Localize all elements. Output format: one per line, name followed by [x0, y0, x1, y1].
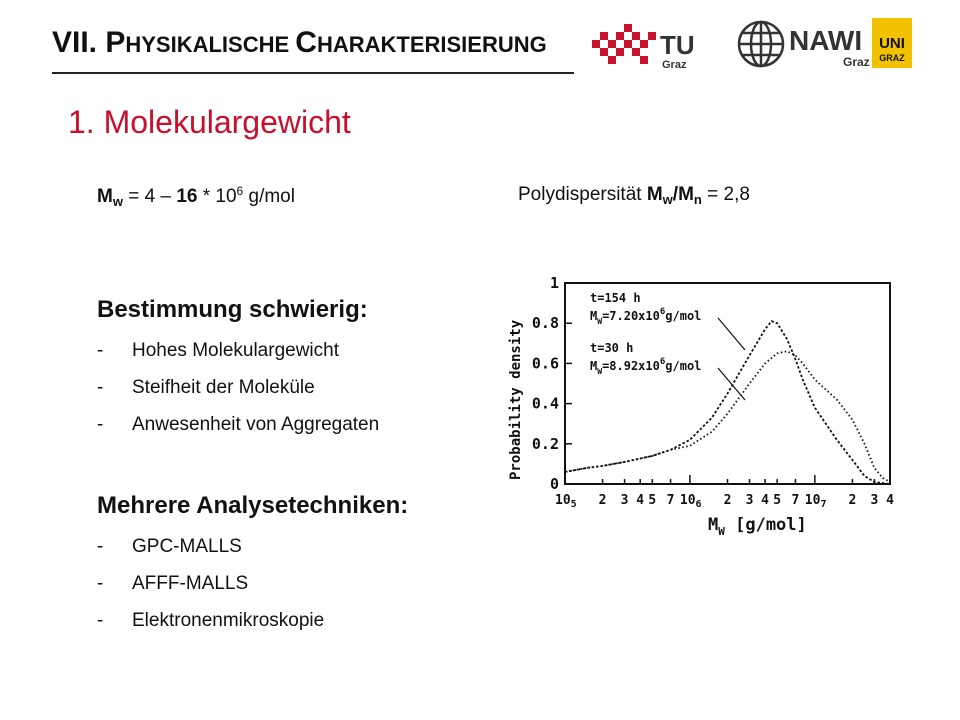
formula-symbol: M: [97, 186, 113, 207]
x-tick-label: 5: [648, 493, 657, 508]
annotation-line: t=30 h: [590, 341, 634, 355]
list-dash: -: [97, 340, 104, 361]
formula-symbol: /: [672, 184, 679, 205]
list-item-text: Anwesenheit von Aggregaten: [132, 414, 380, 435]
tu-graz-logo: [590, 22, 710, 72]
y-tick-label: 0.6: [531, 354, 559, 373]
list-item: [97, 414, 379, 451]
nawi-graz-logo: [735, 16, 875, 72]
formula-text: * 10: [197, 186, 237, 207]
y-axis-label: Probability density: [508, 319, 524, 480]
x-tick-label: 5: [773, 493, 782, 508]
annotation-line: [590, 307, 701, 326]
tu-logo-subtext: Graz: [662, 59, 687, 71]
nawi-logo-text: NAWI: [789, 25, 863, 56]
x-tick-label: $10_7$: [804, 493, 827, 510]
y-tick-label: 0.4: [531, 394, 559, 413]
list-item: [97, 340, 379, 377]
header-title: [52, 26, 547, 60]
svg-text:MW [g/mol]: [708, 515, 807, 538]
list-dash: -: [97, 536, 104, 557]
formula-label: Polydispersität: [518, 184, 647, 205]
globe-icon: [739, 22, 783, 66]
y-tick-label: 0.2: [531, 434, 559, 453]
annotation-part: =7.20x10: [602, 309, 660, 323]
difficulty-list: [97, 340, 379, 451]
annotation-leader-t30: [718, 368, 745, 400]
annotation-t30: [590, 341, 701, 376]
formula-subscript: w: [662, 192, 673, 207]
list-dash: -: [97, 377, 104, 398]
section-title: 1. Molekulargewicht: [68, 104, 351, 140]
list-dash: -: [97, 414, 104, 435]
x-tick-label: 3: [745, 493, 754, 508]
tu-graz-pixel-mark: [592, 24, 656, 64]
header-title-part: HYSIKALISCHE: [125, 32, 296, 57]
molecular-weight-distribution-chart: [490, 268, 910, 558]
annotation-leader-t154: [718, 318, 745, 350]
formula-subscript: n: [693, 192, 702, 207]
header-title-part: C: [295, 26, 317, 59]
x-tick-label: 3: [620, 493, 629, 508]
annotation-part: W: [597, 367, 603, 376]
annotation-line: [590, 357, 701, 376]
header-title-part: VII. P: [52, 26, 126, 59]
header-rule: [52, 72, 574, 74]
x-tick-label: 4: [886, 493, 894, 508]
y-tick-label: 0: [549, 475, 559, 493]
techniques-heading: Mehrere Analysetechniken:: [97, 492, 409, 519]
annotation-part: g/mol: [665, 309, 702, 323]
x-tick-label: 7: [791, 493, 800, 508]
x-tick-label: 2: [848, 493, 857, 508]
list-item-text: Steifheit der Moleküle: [132, 377, 315, 398]
molecular-weight-formula: [97, 184, 295, 209]
x-axis-label-unit: [g/mol]: [724, 515, 807, 535]
annotation-part: M: [590, 309, 598, 323]
formula-unit: g/mol: [243, 186, 295, 207]
annotation-line: t=154 h: [590, 291, 641, 305]
x-tick-label: 7: [666, 493, 675, 508]
formula-symbol: M: [646, 184, 663, 205]
x-axis-label-symbol: M: [708, 515, 719, 535]
x-tick-label: 2: [598, 493, 607, 508]
annotation-part: W: [597, 317, 603, 326]
annotation-part: M: [590, 359, 598, 373]
list-item: [97, 377, 379, 414]
list-dash: -: [97, 610, 104, 631]
x-axis-label-subscript: W: [718, 525, 725, 538]
list-item-text: Hohes Molekulargewicht: [132, 340, 339, 361]
list-item: [97, 536, 324, 573]
polydispersity-formula: [518, 184, 750, 207]
list-dash: -: [97, 573, 104, 594]
annotation-part: =8.92x10: [602, 359, 660, 373]
list-item-text: AFFF-MALLS: [132, 573, 249, 594]
x-axis-ticks: [555, 475, 894, 510]
list-item: [97, 573, 324, 610]
uni-graz-logo: [872, 18, 912, 68]
header-title-part: HARAKTERISIERUNG: [316, 32, 547, 57]
x-tick-label: $10_6$: [679, 493, 702, 510]
list-item-text: Elektronenmikroskopie: [132, 610, 325, 631]
techniques-list: [97, 536, 324, 647]
list-item: [97, 610, 324, 647]
annotation-part: g/mol: [665, 359, 702, 373]
formula-bold-number: 16: [176, 186, 198, 207]
x-tick-label: 3: [870, 493, 879, 508]
uni-logo-subtext: GRAZ: [879, 53, 905, 63]
tu-logo-text: TU: [660, 30, 695, 60]
annotation-part: 6: [659, 357, 666, 367]
x-tick-label: 2: [723, 493, 732, 508]
y-tick-label: 0.8: [531, 314, 559, 333]
x-tick-label: 4: [761, 493, 770, 508]
x-tick-label: $10_5$: [555, 493, 577, 510]
formula-symbol: M: [678, 184, 694, 205]
y-tick-label: 1: [549, 274, 559, 292]
formula-text: = 4 –: [122, 186, 177, 207]
annotation-part: 6: [659, 307, 666, 317]
annotation-t154: [590, 291, 701, 326]
uni-logo-text: UNI: [879, 35, 905, 52]
formula-exponent: 6: [236, 184, 244, 198]
x-tick-label: 4: [636, 493, 645, 508]
formula-subscript: w: [112, 194, 123, 209]
difficulty-heading: Bestimmung schwierig:: [97, 296, 368, 323]
nawi-logo-subtext: Graz: [843, 55, 870, 69]
list-item-text: GPC-MALLS: [132, 536, 242, 557]
x-axis-label: [708, 515, 807, 538]
formula-value: = 2,8: [701, 184, 750, 205]
